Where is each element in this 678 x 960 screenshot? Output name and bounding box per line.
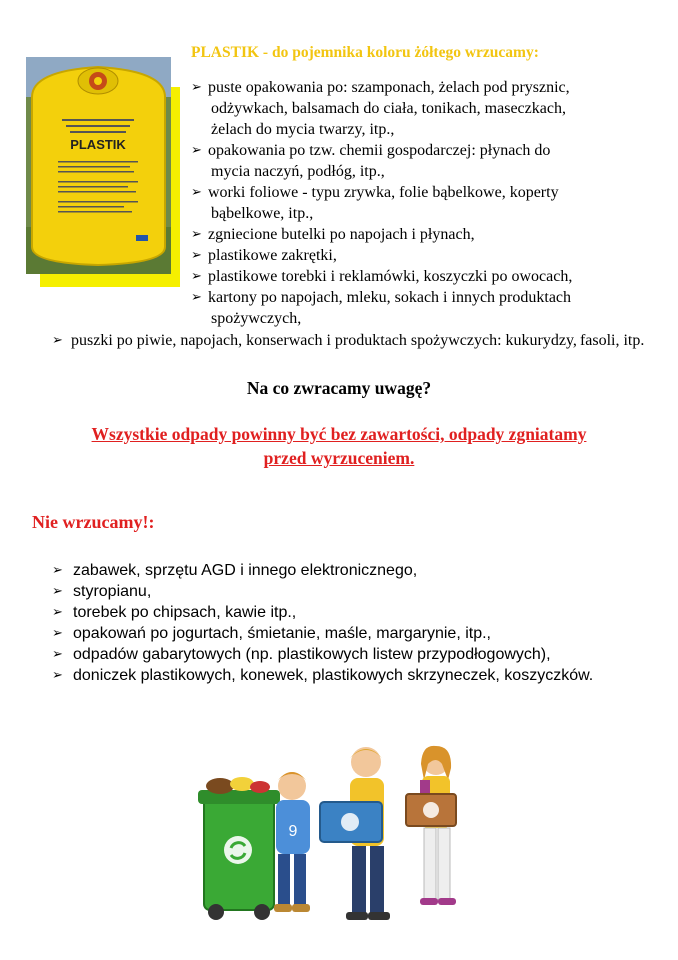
list-item-text: zabawek, sprzętu AGD i innego elektronicznego, <box>73 562 418 579</box>
list-item <box>52 560 672 581</box>
recycling-family-illustration <box>190 740 490 930</box>
bullet-arrow-icon: ➢ <box>191 227 202 242</box>
list-item-text: bąbelkowe, itp., <box>211 205 314 222</box>
list-item <box>191 182 641 224</box>
list-item-text: spożywczych, <box>211 310 302 327</box>
plastic-items-list <box>191 77 641 329</box>
list-item <box>191 77 641 140</box>
list-item <box>191 224 641 245</box>
list-item <box>191 287 641 329</box>
list-item-text: opakowań po jogurtach, śmietanie, maśle, margarynie, itp., <box>73 625 491 642</box>
bin-image <box>26 57 171 274</box>
list-item-text: styropianu, <box>73 583 152 600</box>
list-item-text: żelach do mycia twarzy, itp., <box>211 121 395 138</box>
green-bin-icon <box>198 777 280 920</box>
warning-line-2: przed wyrzuceniem. <box>263 448 415 468</box>
list-item-text: zgniecione butelki po napojach i płynach, <box>208 226 475 243</box>
bullet-arrow-icon: ➢ <box>52 584 63 599</box>
bullet-arrow-icon: ➢ <box>52 605 63 620</box>
list-item <box>52 581 672 602</box>
list-item-text: odżywkach, balsamach do ciała, tonikach, maseczkach, <box>211 100 566 117</box>
list-item-text: plastikowe zakrętki, <box>208 247 337 264</box>
list-item <box>52 623 672 644</box>
bullet-arrow-icon: ➢ <box>191 143 202 158</box>
not-allowed-list <box>52 560 672 686</box>
bullet-arrow-icon: ➢ <box>52 668 63 683</box>
bullet-arrow-icon: ➢ <box>191 185 202 200</box>
list-item <box>52 330 662 351</box>
warning-line-1: Wszystkie odpady powinny być bez zawartości, odpady zgniatamy <box>91 424 587 444</box>
bin-label-text: PLASTIK <box>70 137 126 152</box>
list-item-text: doniczek plastikowych, konewek, plastikowych skrzyneczek, koszyczków. <box>73 667 594 684</box>
list-item-text: puszki po piwie, napojach, konserwach i produktach spożywczych: kukurydzy, <box>71 332 577 349</box>
list-item <box>52 644 672 665</box>
bullet-arrow-icon: ➢ <box>52 333 63 348</box>
bullet-arrow-icon: ➢ <box>52 563 63 578</box>
bullet-arrow-icon: ➢ <box>191 269 202 284</box>
plastic-items-list-wide <box>52 330 662 351</box>
warning-text <box>0 422 678 470</box>
list-item-text: plastikowe torebki i reklamówki, koszyczki po owocach, <box>208 268 573 285</box>
bullet-arrow-icon: ➢ <box>191 248 202 263</box>
man-figure <box>320 747 390 920</box>
not-allowed-heading: Nie wrzucamy!: <box>32 512 155 532</box>
list-item <box>52 602 672 623</box>
list-item-text: kartony po napojach, mleku, sokach i innych produktach <box>208 289 572 306</box>
list-item-text: torebek po chipsach, kawie itp., <box>73 604 297 621</box>
woman-figure <box>406 746 456 905</box>
yellow-bin-photo <box>26 57 180 287</box>
svg-text:9: 9 <box>288 823 298 840</box>
bullet-arrow-icon: ➢ <box>52 647 63 662</box>
bullet-arrow-icon: ➢ <box>52 626 63 641</box>
list-item-text: odpadów gabarytowych (np. plastikowych listew przypodłogowych), <box>73 646 551 663</box>
section-title: PLASTIK - do pojemnika koloru żółtego wrzucamy: <box>191 44 539 61</box>
list-item <box>52 665 672 686</box>
list-item <box>191 140 641 182</box>
list-item-text: opakowania po tzw. chemii gospodarczej: płynach do <box>208 142 551 159</box>
bullet-arrow-icon: ➢ <box>191 290 202 305</box>
list-item <box>191 266 641 287</box>
bullet-arrow-icon: ➢ <box>191 80 202 95</box>
list-item <box>191 245 641 266</box>
list-item-text: fasoli, itp. <box>579 332 645 349</box>
attention-heading: Na co zwracamy uwagę? <box>246 378 432 398</box>
list-item-text: worki foliowe - typu zrywka, folie bąbelkowe, koperty <box>208 184 559 201</box>
list-item-text: mycia naczyń, podłóg, itp., <box>211 163 385 180</box>
list-item-text: puste opakowania po: szamponach, żelach pod prysznic, <box>208 79 570 96</box>
